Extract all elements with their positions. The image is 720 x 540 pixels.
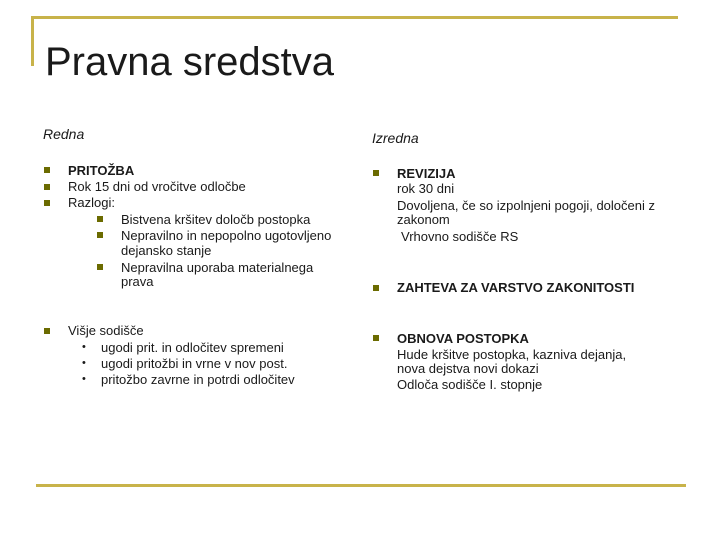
- square-bullet-icon: [373, 285, 379, 291]
- razlogi-text: Razlogi:: [68, 195, 115, 210]
- higher-court-point: ugodi pritožbi in vrne v nov post.: [101, 356, 288, 371]
- square-bullet-icon: [97, 232, 103, 238]
- frame-left-line: [31, 16, 34, 66]
- obnova-line: Odloča sodišče I. stopnje: [397, 377, 543, 392]
- revizija-line: Vrhovno sodišče RS: [401, 229, 519, 244]
- frame-bottom-line: [36, 484, 686, 487]
- square-bullet-icon: [44, 328, 50, 334]
- obnova-line: nova dejstva novi dokazi: [397, 361, 539, 376]
- square-bullet-icon: [373, 335, 379, 341]
- square-bullet-icon: [373, 170, 379, 176]
- higher-court-point: pritožbo zavrne in potrdi odločitev: [101, 372, 295, 387]
- slide-title: Pravna sredstva: [45, 40, 335, 84]
- square-bullet-icon: [97, 264, 103, 270]
- higher-court-point: ugodi prit. in odločitev spremeni: [101, 340, 284, 355]
- razlog-item: Nepravilno in nepopolno ugotovljeno: [121, 228, 332, 243]
- small-bullet-icon: •: [82, 341, 86, 353]
- revizija-line: zakonom: [397, 212, 450, 227]
- obnova-label: OBNOVA POSTOPKA: [397, 331, 529, 346]
- rok-text: Rok 15 dni od vročitve odločbe: [68, 179, 246, 194]
- right-column-heading: Izredna: [372, 130, 419, 146]
- pritozba-label: PRITOŽBA: [68, 163, 135, 178]
- razlog-item: Bistvena kršitev določb postopka: [121, 212, 311, 227]
- razlog-item: Nepravilna uporaba materialnega: [121, 260, 314, 275]
- razlog-item-continued: prava: [121, 274, 154, 289]
- visje-sodisce-label: Višje sodišče: [68, 323, 144, 338]
- zahteva-label: ZAHTEVA ZA VARSTVO ZAKONITOSTI: [397, 280, 635, 295]
- square-bullet-icon: [44, 200, 50, 206]
- revizija-line: rok 30 dni: [397, 181, 455, 196]
- revizija-label: REVIZIJA: [397, 166, 456, 181]
- frame-top-line: [31, 16, 678, 19]
- square-bullet-icon: [97, 216, 103, 222]
- revizija-line: Dovoljena, če so izpolnjeni pogoji, določeni z: [397, 198, 655, 213]
- small-bullet-icon: •: [82, 373, 86, 385]
- left-column-heading: Redna: [43, 126, 85, 142]
- small-bullet-icon: •: [82, 357, 86, 369]
- square-bullet-icon: [44, 184, 50, 190]
- square-bullet-icon: [44, 167, 50, 173]
- razlog-item-continued: dejansko stanje: [121, 243, 212, 258]
- obnova-line: Hude kršitve postopka, kazniva dejanja,: [397, 347, 627, 362]
